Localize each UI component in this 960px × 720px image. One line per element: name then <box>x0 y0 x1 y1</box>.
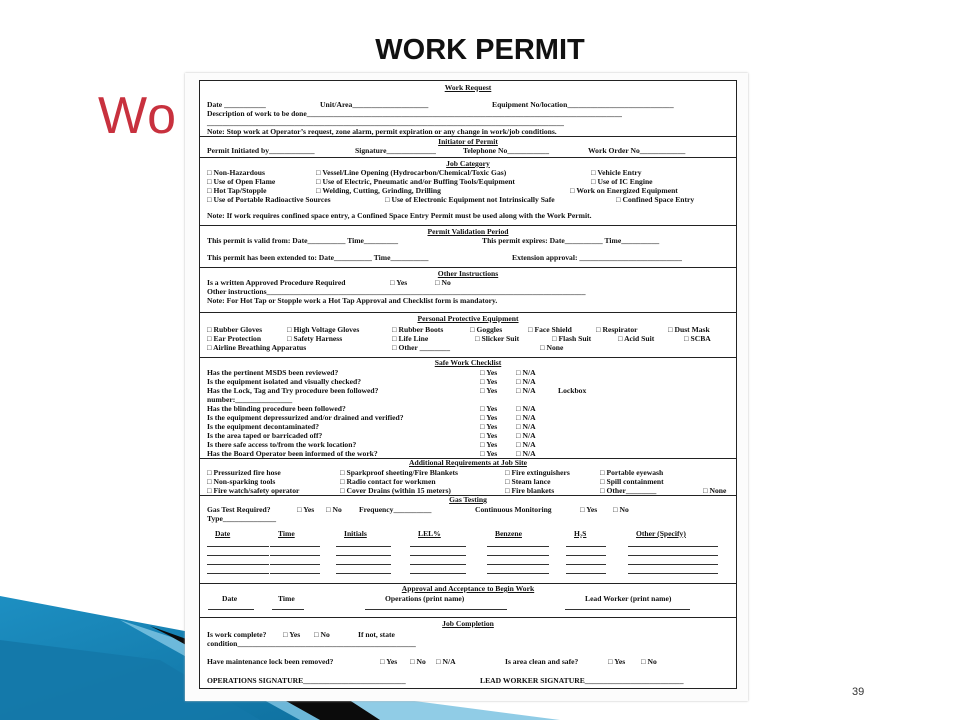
blank-line <box>336 573 391 574</box>
blank-line <box>628 573 718 574</box>
description-extra-line: ______________________________________________________________________________________________ <box>207 118 564 127</box>
operations-print-name-label: Operations (print name) <box>385 594 465 603</box>
additional-requirement-item: □ Portable eyewash <box>600 468 664 477</box>
checklist-na: □ N/A <box>516 422 536 431</box>
blank-line <box>336 564 391 565</box>
work-permit-form <box>185 73 748 701</box>
job-category-item: □ Vehicle Entry <box>591 168 642 177</box>
blank-line <box>270 555 320 556</box>
blank-line <box>628 546 718 547</box>
checklist-yes: □ Yes <box>480 368 498 377</box>
form-frame <box>199 80 737 689</box>
job-category-item: □ Confined Space Entry <box>616 195 695 204</box>
section-heading-safe-work-checklist: Safe Work Checklist <box>434 358 502 367</box>
ppe-item: □ None <box>540 343 564 352</box>
blank-line <box>207 555 269 556</box>
section-heading-job-category: Job Category <box>446 159 490 168</box>
ppe-item: □ Rubber Boots <box>392 325 444 334</box>
checklist-question: Is the equipment decontaminated? <box>207 422 320 431</box>
if-not-state-label: If not, state <box>358 630 395 639</box>
checklist-yes: □ Yes <box>480 449 498 458</box>
checklist-na: □ N/A <box>516 431 536 440</box>
gas-test-yes: □ Yes <box>297 505 315 514</box>
frequency-field: Frequency__________ <box>359 505 432 514</box>
ppe-item: □ Safety Harness <box>287 334 343 343</box>
checklist-question: Is the area taped or barricaded off? <box>207 431 323 440</box>
gas-test-no: □ No <box>326 505 342 514</box>
blank-line <box>272 609 304 610</box>
area-clean-yes: □ Yes <box>608 657 626 666</box>
operations-signature-field: OPERATIONS SIGNATURE___________________________ <box>207 676 406 685</box>
section-heading-validation: Permit Validation Period <box>427 227 509 236</box>
blank-line <box>207 573 269 574</box>
ppe-item: □ Ear Protection <box>207 334 262 343</box>
job-category-note: Note: If work requires confined space entry, a Confined Space Entry Permit must be used along with the Work Permit. <box>207 211 592 220</box>
checklist-na: □ N/A <box>516 386 536 395</box>
checklist-yes: □ Yes <box>480 413 498 422</box>
checklist-na: □ N/A <box>516 413 536 422</box>
section-divider <box>200 312 736 313</box>
ppe-item: □ Goggles <box>470 325 503 334</box>
background-title-fragment: Wo <box>98 87 178 145</box>
valid-from-field: This permit is valid from: Date__________ Time_________ <box>207 236 399 245</box>
ppe-item: □ Rubber Gloves <box>207 325 263 334</box>
blank-line <box>270 546 320 547</box>
blank-line <box>566 555 606 556</box>
ppe-item: □ Airline Breathing Apparatus <box>207 343 307 352</box>
checklist-yes: □ Yes <box>480 404 498 413</box>
ppe-item: □ Slicker Suit <box>475 334 520 343</box>
blank-line <box>566 573 606 574</box>
ppe-item: □ Life Line <box>392 334 429 343</box>
work-request-note: Note: Stop work at Operator’s request, zone alarm, permit expiration or any change in work/job conditions. <box>207 127 557 136</box>
gas-test-column-header: Date <box>215 529 231 538</box>
job-category-item: □ Use of Electronic Equipment not Intrinsically Safe <box>385 195 555 204</box>
job-category-item: □ Vessel/Line Opening (Hydrocarbon/Chemical/Toxic Gas) <box>316 168 507 177</box>
additional-requirement-item: □ Pressurized fire hose <box>207 468 281 477</box>
job-category-item: □ Hot Tap/Stopple <box>207 186 267 195</box>
page-number: 39 <box>852 686 865 698</box>
blank-line <box>365 609 507 610</box>
blank-line <box>487 564 549 565</box>
blank-line <box>628 555 718 556</box>
checklist-na: □ N/A <box>516 377 536 386</box>
ppe-item: □ High Voltage Gloves <box>287 325 360 334</box>
section-heading-job-completion: Job Completion <box>442 619 494 628</box>
blank-line <box>487 555 549 556</box>
continuous-yes: □ Yes <box>580 505 598 514</box>
blank-line <box>487 573 549 574</box>
ppe-item: □ Flash Suit <box>552 334 592 343</box>
area-clean-question: Is area clean and safe? <box>505 657 579 666</box>
section-heading-ppe: Personal Protective Equipment <box>417 314 519 323</box>
blank-line <box>336 546 391 547</box>
blank-line <box>410 546 466 547</box>
checklist-question: Is the equipment depressurized and/or drained and verified? <box>207 413 404 422</box>
section-heading-initiator: Initiator of Permit <box>438 137 498 146</box>
blank-line <box>270 573 320 574</box>
checklist-yes: □ Yes <box>480 440 498 449</box>
additional-requirement-item: □ Fire blankets <box>505 486 555 495</box>
unit-area-field: Unit/Area____________________ <box>320 100 429 109</box>
date-field: Date ___________ <box>207 100 266 109</box>
gas-test-column-header: LEL% <box>418 529 441 538</box>
ppe-item: □ Acid Suit <box>618 334 655 343</box>
checklist-question: Is the equipment isolated and visually checked? <box>207 377 362 386</box>
checklist-yes: □ Yes <box>480 377 498 386</box>
gas-test-column-header: Initials <box>344 529 367 538</box>
blank-line <box>410 573 466 574</box>
hot-tap-note: Note: For Hot Tap or Stopple work a Hot Tap Approval and Checklist form is mandatory. <box>207 296 498 305</box>
initiated-by-field: Permit Initiated by____________ <box>207 146 315 155</box>
lockbox-label: Lockbox <box>558 386 587 395</box>
continuous-monitoring: Continuous Monitoring <box>475 505 552 514</box>
blank-line <box>566 546 606 547</box>
checklist-question: Is there safe access to/from the work location? <box>207 440 357 449</box>
lock-removed-no: □ No <box>410 657 426 666</box>
continuous-no: □ No <box>613 505 629 514</box>
job-category-item: □ Work on Energized Equipment <box>570 186 678 195</box>
blank-line <box>487 546 549 547</box>
job-category-item: □ Use of Electric, Pneumatic and/or Buffing Tools/Equipment <box>316 177 515 186</box>
checklist-yes: □ Yes <box>480 386 498 395</box>
checklist-yes: □ Yes <box>480 431 498 440</box>
work-complete-yes: □ Yes <box>283 630 301 639</box>
checklist-question: Has the pertinent MSDS been reviewed? <box>207 368 339 377</box>
slide-title: WORK PERMIT <box>375 34 585 66</box>
additional-requirement-item: □ Other________ <box>600 486 657 495</box>
ppe-item: □ Dust Mask <box>668 325 710 334</box>
section-divider <box>200 157 736 158</box>
lock-removed-question: Have maintenance lock been removed? <box>207 657 334 666</box>
gas-test-column-header: Time <box>278 529 295 538</box>
telephone-field: Telephone No___________ <box>463 146 550 155</box>
lock-removed-na: □ N/A <box>436 657 456 666</box>
description-field: Description of work to be done___________________________________________________________________________________ <box>207 109 622 118</box>
work-complete-question: Is work complete? <box>207 630 267 639</box>
checklist-na: □ N/A <box>516 368 536 377</box>
ppe-item: □ Other ________ <box>392 343 451 352</box>
approved-procedure-yes: □ Yes <box>390 278 408 287</box>
additional-requirement-item: □ Spill containment <box>600 477 664 486</box>
additional-requirement-item: □ Sparkproof sheeting/Fire Blankets <box>340 468 459 477</box>
approval-date-label: Date <box>222 594 238 603</box>
section-divider <box>200 617 736 618</box>
section-heading-other-instructions: Other Instructions <box>437 269 499 278</box>
additional-requirement-item: □ None <box>703 486 727 495</box>
approved-procedure-no: □ No <box>435 278 451 287</box>
gas-test-column-header: H₂S <box>574 529 587 538</box>
job-category-item: □ Non-Hazardous <box>207 168 265 177</box>
expires-field: This permit expires: Date__________ Time__________ <box>482 236 660 245</box>
work-complete-no: □ No <box>314 630 330 639</box>
blank-line <box>628 564 718 565</box>
extended-to-field: This permit has been extended to: Date__________ Time__________ <box>207 253 429 262</box>
work-order-field: Work Order No____________ <box>588 146 686 155</box>
blank-line <box>207 546 269 547</box>
job-category-item: □ Use of IC Engine <box>591 177 653 186</box>
other-instructions-field: Other instructions____________________________________________________________________________________ <box>207 287 586 296</box>
gas-type-field: Type______________ <box>207 514 277 523</box>
blank-line <box>566 564 606 565</box>
section-heading-approval: Approval and Acceptance to Begin Work <box>401 584 535 593</box>
checklist-question: Has the blinding procedure been followed? <box>207 404 346 413</box>
additional-requirement-item: □ Radio contact for workmen <box>340 477 436 486</box>
signature-field: Signature_____________ <box>355 146 436 155</box>
lead-worker-signature-field: LEAD WORKER SIGNATURE__________________________ <box>480 676 684 685</box>
ppe-item: □ Respirator <box>596 325 638 334</box>
section-heading-additional: Additional Requirements at Job Site <box>409 458 527 467</box>
blank-line <box>410 564 466 565</box>
blank-line <box>207 564 269 565</box>
additional-requirement-item: □ Non-sparking tools <box>207 477 276 486</box>
gas-test-column-header: Other (Specify) <box>636 529 686 538</box>
condition-field: condition_______________________________________________ <box>207 639 416 648</box>
blank-line <box>270 564 320 565</box>
section-divider <box>200 267 736 268</box>
extension-approval-field: Extension approval: ___________________________ <box>512 253 682 262</box>
blank-line <box>208 609 254 610</box>
job-category-item: □ Use of Open Flame <box>207 177 276 186</box>
additional-requirement-item: □ Fire watch/safety operator <box>207 486 300 495</box>
area-clean-no: □ No <box>641 657 657 666</box>
checklist-na: □ N/A <box>516 440 536 449</box>
section-divider <box>200 225 736 226</box>
gas-test-column-header: Benzene <box>495 529 522 538</box>
checklist-na: □ N/A <box>516 404 536 413</box>
checklist-yes: □ Yes <box>480 422 498 431</box>
ppe-item: □ Face Shield <box>528 325 572 334</box>
section-heading-gas-testing: Gas Testing <box>449 495 487 504</box>
blank-line <box>336 555 391 556</box>
ppe-item: □ SCBA <box>684 334 711 343</box>
additional-requirement-item: □ Fire extinguishers <box>505 468 570 477</box>
checklist-question: Has the Board Operator been informed of the work? <box>207 449 378 458</box>
blank-line <box>410 555 466 556</box>
job-category-item: □ Welding, Cutting, Grinding, Drilling <box>316 186 441 195</box>
lock-removed-yes: □ Yes <box>380 657 398 666</box>
gas-test-required: Gas Test Required? <box>207 505 271 514</box>
blank-line <box>565 609 690 610</box>
additional-requirement-item: □ Cover Drains (within 15 meters) <box>340 486 451 495</box>
section-heading-work-request: Work Request <box>444 83 492 92</box>
checklist-na: □ N/A <box>516 449 536 458</box>
equipment-field: Equipment No/location____________________________ <box>492 100 674 109</box>
approved-procedure-question: Is a written Approved Procedure Required <box>207 278 346 287</box>
job-category-item: □ Use of Portable Radioactive Sources <box>207 195 331 204</box>
approval-time-label: Time <box>278 594 295 603</box>
lead-worker-print-name-label: Lead Worker (print name) <box>585 594 672 603</box>
checklist-question: number:_______________ <box>207 395 293 404</box>
additional-requirement-item: □ Steam lance <box>505 477 551 486</box>
checklist-question: Has the Lock, Tag and Try procedure been followed? <box>207 386 379 395</box>
